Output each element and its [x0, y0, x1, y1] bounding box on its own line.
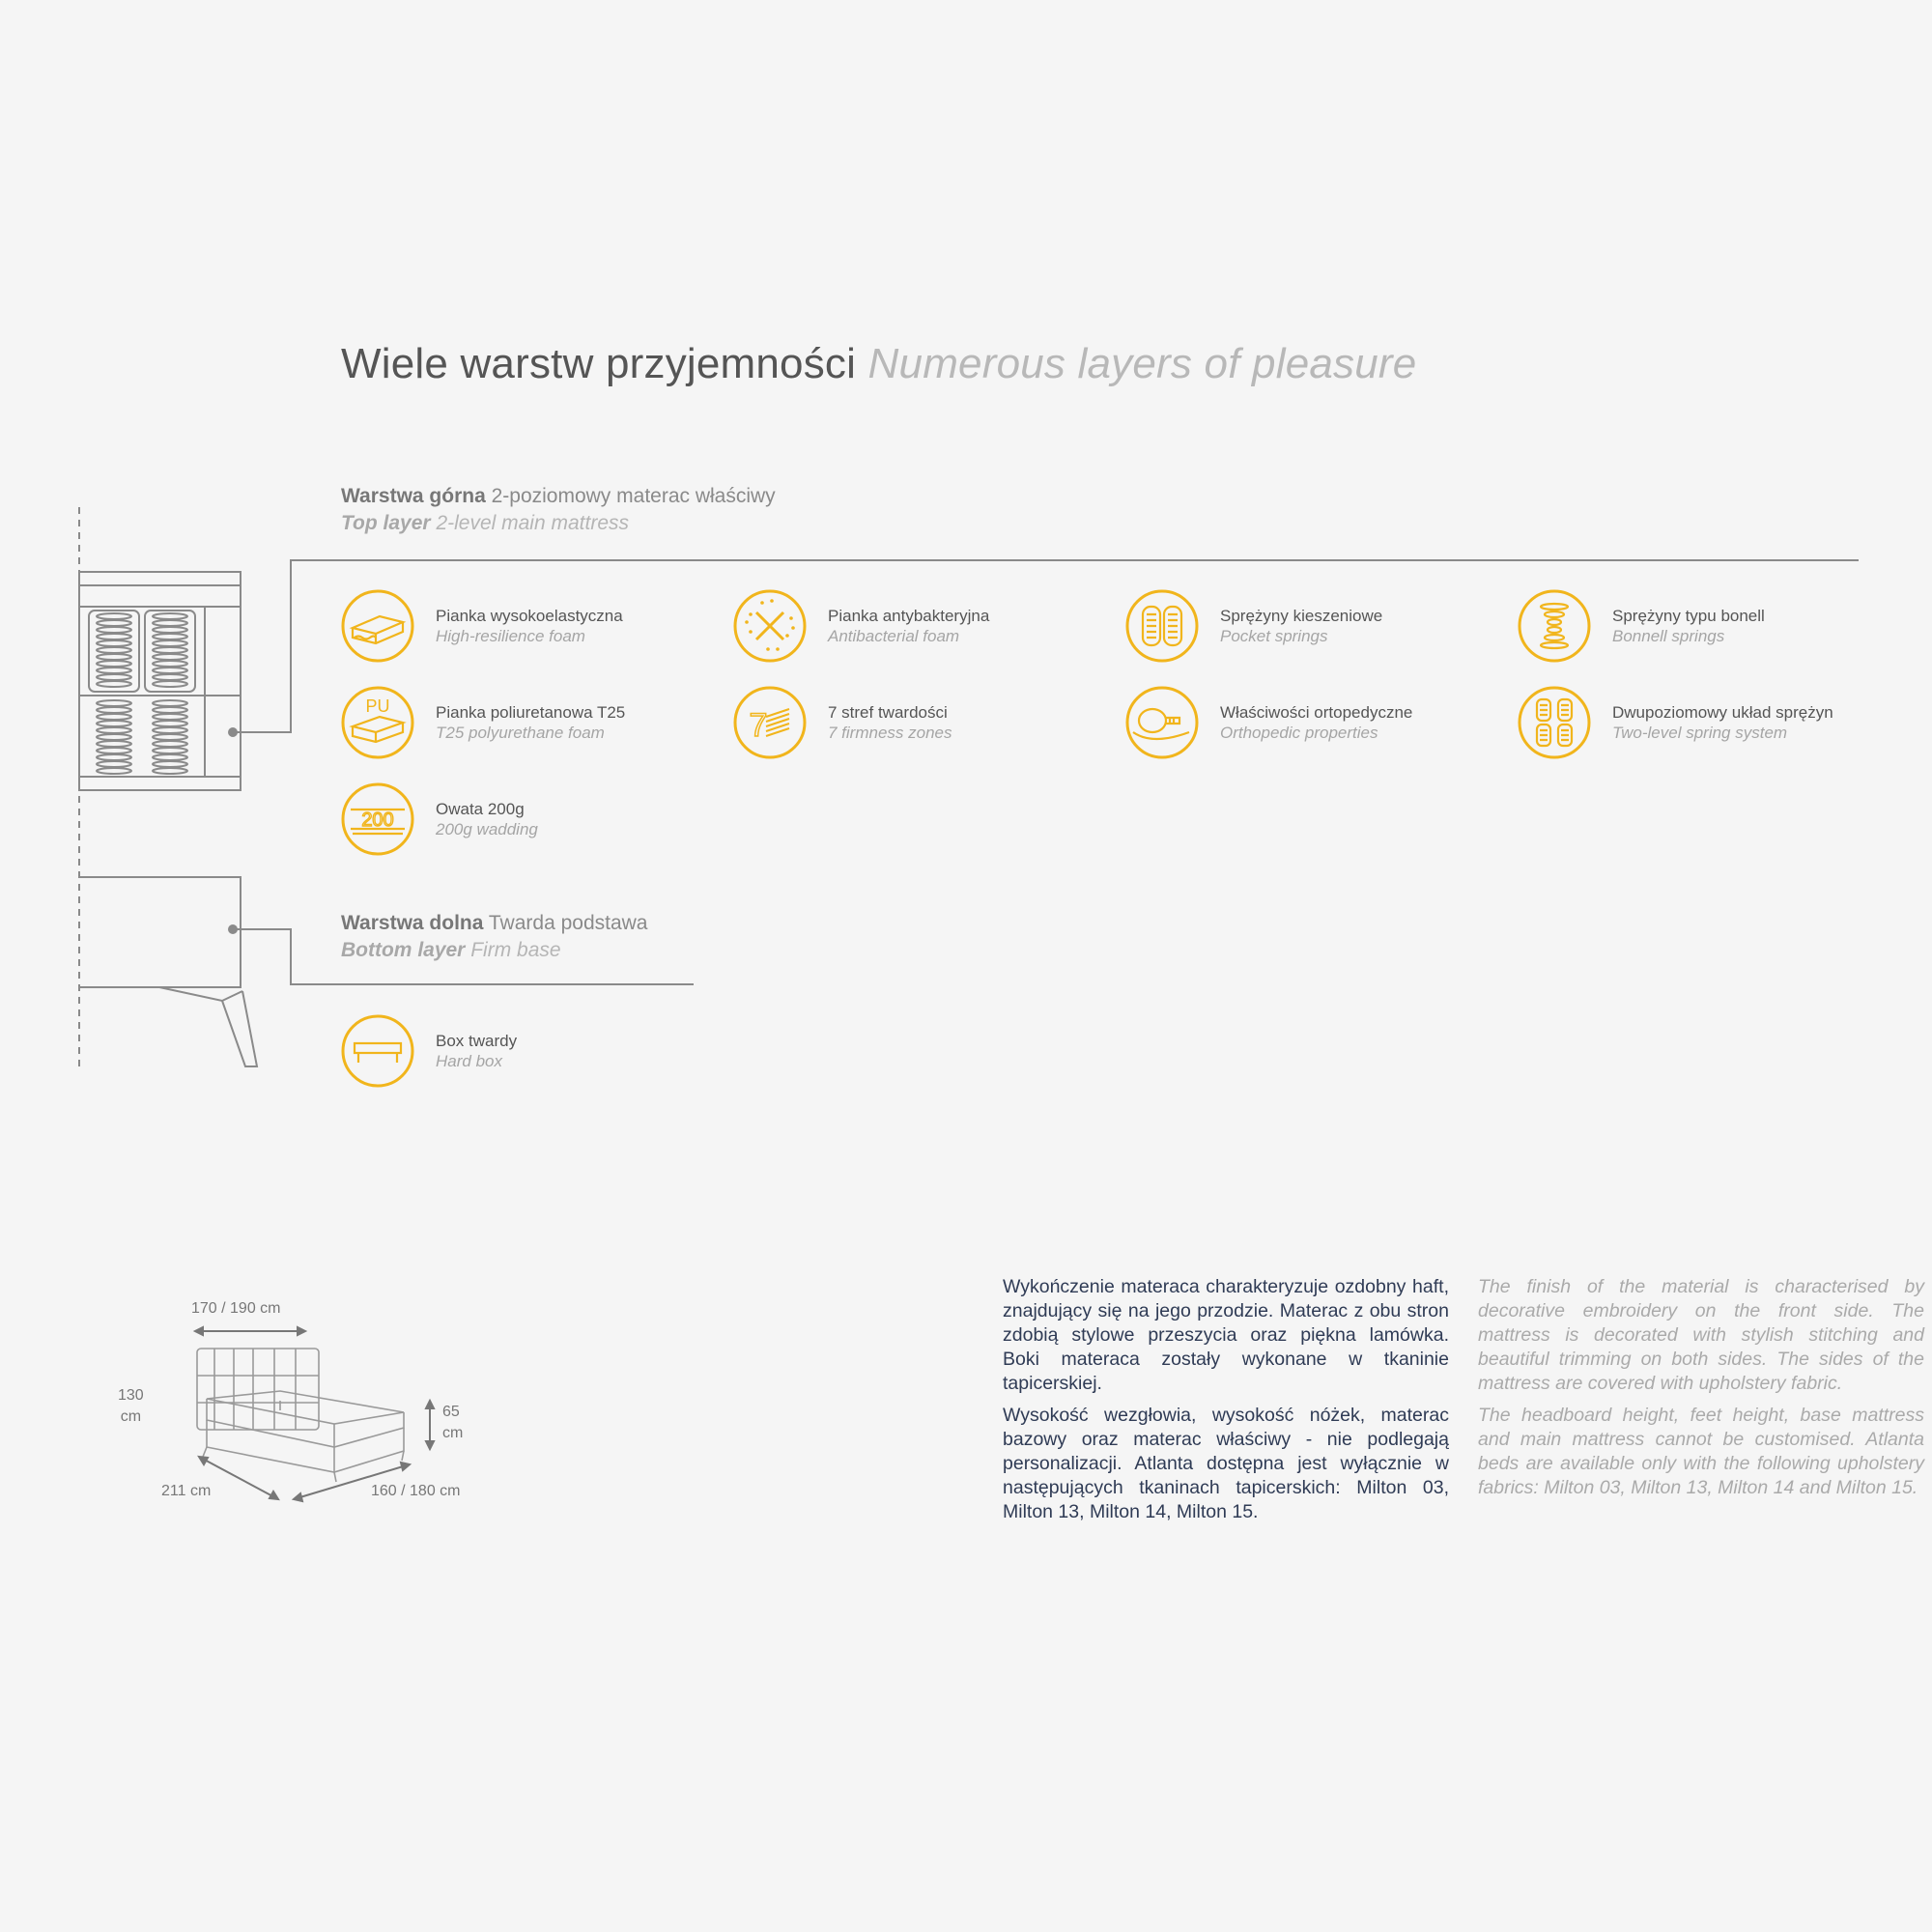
- spring-coil: [153, 647, 187, 653]
- dim-mattress-width: 160 / 180 cm: [371, 1483, 461, 1499]
- feature-item: [1518, 686, 1833, 759]
- dim-width: 170 / 190 cm: [191, 1300, 281, 1317]
- pocket-springs-icon: [1125, 589, 1199, 663]
- spring-coil: [97, 700, 131, 706]
- pu-icon-text: PU: [365, 696, 390, 716]
- feature-label-en: Hard box: [436, 1052, 502, 1070]
- feature-label-en: High-resilience foam: [436, 627, 585, 645]
- feature-item: [341, 782, 538, 856]
- feature-item: [341, 686, 625, 759]
- dim-base-height-unit: cm: [442, 1425, 464, 1441]
- description-pl: [1003, 1275, 1449, 1532]
- spring-coil: [153, 700, 187, 706]
- feature-label-pl: Pianka antybakteryjna: [828, 607, 990, 625]
- spring-coil: [97, 620, 131, 626]
- spring-coil: [97, 714, 131, 720]
- dim-length: 211 cm: [161, 1483, 212, 1499]
- feature-label-pl: Pianka wysokoelastyczna: [436, 607, 623, 625]
- feature-label-en: Two-level spring system: [1612, 724, 1788, 742]
- feature-item: [733, 589, 989, 663]
- spring-coil: [153, 741, 187, 747]
- description-en-paragraph: The headboard height, feet height, base mattress and main mattress cannot be customised. Atlanta beds are available only with the following upholstery fabrics: Milton 03, Milton 13, Milton 14 and Milton 15.: [1478, 1405, 1924, 1498]
- orthopedic-icon: [1125, 686, 1199, 759]
- top-layer-desc-en: 2-level main mattress: [436, 512, 629, 534]
- antibacterial-icon: [733, 589, 807, 663]
- feature-item: [1125, 589, 1382, 663]
- dim-head-height-unit: cm: [120, 1408, 142, 1425]
- firmness-zones-icon: [733, 686, 807, 759]
- spring-coil: [153, 714, 187, 720]
- top-layer-heading: [341, 483, 776, 537]
- spring-coil: [153, 681, 187, 687]
- spring-coil: [153, 707, 187, 713]
- feature-label-en: Antibacterial foam: [828, 627, 960, 645]
- bottom-layer-heading: [341, 910, 648, 964]
- spring-coil: [153, 748, 187, 753]
- top-layer-label-pl: Warstwa górna: [341, 485, 486, 507]
- spring-coil: [153, 668, 187, 673]
- feature-label-pl: Sprężyny kieszeniowe: [1220, 607, 1383, 625]
- spring-coil: [153, 721, 187, 726]
- feature-label-en: Pocket springs: [1220, 627, 1328, 645]
- spring-coil: [153, 620, 187, 626]
- title-en: Numerous layers of pleasure: [867, 340, 1417, 387]
- feature-label-pl: Właściwości ortopedyczne: [1220, 703, 1413, 722]
- spring-coil: [153, 640, 187, 646]
- dim-head-height-value: 130: [118, 1387, 144, 1404]
- feature-label-en: T25 polyurethane foam: [436, 724, 605, 742]
- feature-label-pl: Dwupoziomowy układ sprężyn: [1612, 703, 1833, 722]
- wadding-icon: [341, 782, 414, 856]
- spring-coil: [97, 613, 131, 619]
- spring-coil: [153, 654, 187, 660]
- spring-coil: [97, 761, 131, 767]
- spring-coil: [97, 707, 131, 713]
- description-en-paragraph: The finish of the material is characterised by decorative embroidery on the front side. The mattress is decorated with stylish stitching and beautiful trimming on both sides. The sides of the mattress are covered with upholstery fabric.: [1478, 1276, 1924, 1394]
- spring-coil: [153, 674, 187, 680]
- dim-head-height: [118, 1385, 144, 1428]
- hard-box-icon: [341, 1014, 414, 1088]
- spring-coil: [97, 674, 131, 680]
- bottom-layer-desc-pl: Twarda podstawa: [488, 912, 648, 934]
- spring-coil: [153, 734, 187, 740]
- spring-coil: [97, 627, 131, 633]
- dim-base-height: [442, 1402, 463, 1444]
- spring-coil: [97, 721, 131, 726]
- feature-label-en: 200g wadding: [436, 820, 538, 838]
- bottom-layer-desc-en: Firm base: [470, 939, 561, 961]
- spring-coil: [153, 761, 187, 767]
- bonnell-spring-icon: [1518, 589, 1591, 663]
- spring-coil: [97, 668, 131, 673]
- feature-label-pl: 7 stref twardości: [828, 703, 948, 722]
- description-pl-paragraph: Wysokość wezgłowia, wysokość nóżek, materac bazowy oraz materac właściwy - nie podlegają personalizacji. Atlanta dostępna jest wyłącznie w następujących tkaninach tapicerskich: Milton 03, Milton 13, Milton 14, Milton 15.: [1003, 1405, 1449, 1522]
- title-pl: Wiele warstw przyjemności: [341, 340, 857, 387]
- feature-label-pl: Box twardy: [436, 1032, 518, 1050]
- spring-coil: [153, 768, 187, 774]
- spring-coil: [97, 741, 131, 747]
- feature-label-en: Orthopedic properties: [1220, 724, 1378, 742]
- feature-item: [1125, 686, 1412, 759]
- feature-item: [341, 589, 623, 663]
- spring-coil: [97, 647, 131, 653]
- wadding-icon-text: 200: [361, 810, 394, 831]
- two-level-springs-icon: [1518, 686, 1591, 759]
- spring-coil: [97, 654, 131, 660]
- dim-base-height-value: 65: [442, 1404, 460, 1420]
- spring-coil: [97, 661, 131, 667]
- spring-coil: [153, 727, 187, 733]
- top-layer-label-en: Top layer: [341, 512, 431, 534]
- feature-label-pl: Owata 200g: [436, 800, 525, 818]
- top-layer-desc-pl: 2-poziomowy materac właściwy: [491, 485, 776, 507]
- spring-coil: [153, 634, 187, 639]
- bottom-layer-label-pl: Warstwa dolna: [341, 912, 484, 934]
- spring-coil: [97, 681, 131, 687]
- feature-item: [733, 686, 952, 759]
- spring-coil: [97, 640, 131, 646]
- spring-coil: [97, 754, 131, 760]
- pu-foam-icon: [341, 686, 414, 759]
- feature-label-pl: Pianka poliuretanowa T25: [436, 703, 626, 722]
- spring-coil: [97, 768, 131, 774]
- firmness-icon-text: 7: [749, 707, 768, 744]
- spring-coil: [97, 734, 131, 740]
- feature-item: [341, 1014, 517, 1088]
- spring-coil: [153, 661, 187, 667]
- bottom-layer-label-en: Bottom layer: [341, 939, 466, 961]
- feature-label-en: 7 firmness zones: [828, 724, 952, 742]
- feature-label-pl: Sprężyny typu bonell: [1612, 607, 1765, 625]
- feature-item: [1518, 589, 1765, 663]
- spring-coil: [153, 613, 187, 619]
- spring-coil: [153, 627, 187, 633]
- spring-coil: [97, 634, 131, 639]
- spring-coil: [153, 754, 187, 760]
- spring-coil: [97, 748, 131, 753]
- foam-icon: [341, 589, 414, 663]
- description-en: [1478, 1275, 1924, 1508]
- spring-coil: [97, 727, 131, 733]
- bed-dimensions-drawing: [174, 1294, 522, 1526]
- feature-label-en: Bonnell springs: [1612, 627, 1725, 645]
- description-pl-paragraph: Wykończenie materaca charakteryzuje ozdobny haft, znajdujący się na jego przodzie. Materac z obu stron zdobią stylowe przeszycia oraz piękna lamówka. Boki materaca zostały wykonane w tkaninie tapicerskiej.: [1003, 1276, 1449, 1394]
